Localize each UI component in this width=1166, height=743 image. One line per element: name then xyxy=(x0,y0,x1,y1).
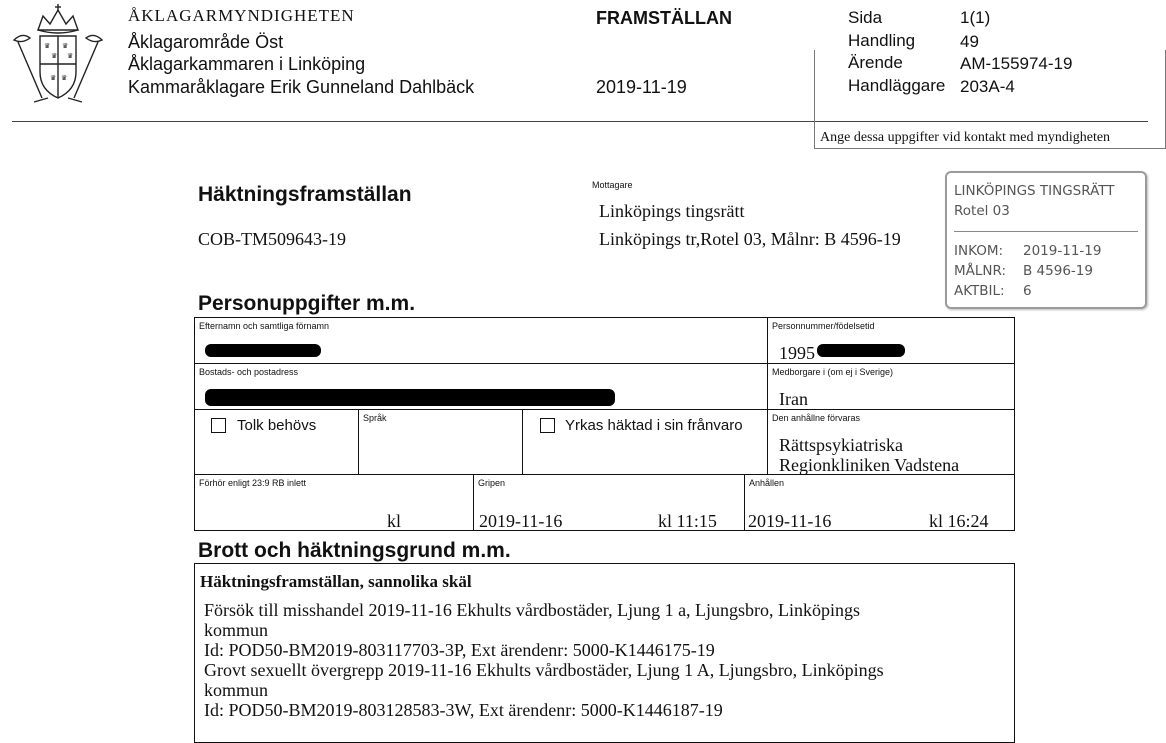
crime-line-3: Id: POD50-BM2019-803117703-3P, Ext ärendenr: 5000-K1446175-19 xyxy=(204,640,715,660)
court-stamp xyxy=(945,171,1147,309)
citizen-value: Iran xyxy=(779,389,808,409)
sprak-label: Språk xyxy=(363,413,387,423)
address-label: Bostads- och postadress xyxy=(199,367,299,377)
stamp-inkom-value: 2019-11-19 xyxy=(1023,243,1102,259)
gripen-label: Gripen xyxy=(478,478,506,488)
meta-value-handlaggare: 203A-4 xyxy=(960,77,1015,96)
absentia-cell xyxy=(522,409,768,475)
meta-value-handling: 49 xyxy=(960,32,979,51)
stamp-aktbil-value: 6 xyxy=(1023,283,1032,299)
crime-line-5: kommun xyxy=(204,680,269,700)
forhor-label: Förhör enligt 23:9 RB inlett xyxy=(199,478,307,488)
agency-name: ÅKLAGARMYNDIGHETEN xyxy=(128,6,355,25)
section-title-person: Personuppgifter m.m. xyxy=(198,292,416,315)
absentia-checkbox[interactable] xyxy=(540,418,555,433)
contact-note: Ange dessa uppgifter vid kontakt med myndigheten xyxy=(820,130,1111,145)
recipient-line2: Linköpings tr,Rotel 03, Målnr: B 4596-19 xyxy=(599,229,901,249)
pnr-value: 1995 xyxy=(779,343,815,363)
stamp-aktbil-label: AKTBIL: xyxy=(954,283,1005,299)
document-type: FRAMSTÄLLAN xyxy=(596,8,732,28)
svg-text:♛: ♛ xyxy=(51,52,58,60)
page-title: Häktningsframställan xyxy=(198,183,412,206)
meta-label-sida: Sida xyxy=(848,8,883,27)
meta-value-sida: 1(1) xyxy=(960,8,991,27)
forhor-cell xyxy=(194,474,474,531)
recipient-line1: Linköpings tingsrätt xyxy=(599,201,745,221)
meta-label-handlaggare: Handläggare xyxy=(848,76,946,95)
anhallen-label: Anhållen xyxy=(749,478,785,488)
crime-line-6: Id: POD50-BM2019-803128583-3W, Ext ärendenr: 5000-K1446187-19 xyxy=(204,700,723,720)
case-reference: COB-TM509643-19 xyxy=(198,229,346,249)
address-redaction xyxy=(205,389,615,406)
svg-text:♛: ♛ xyxy=(62,42,69,50)
coat-of-arms-icon xyxy=(8,2,108,110)
tolk-label: Tolk behövs xyxy=(237,417,317,434)
anhallen-time: kl 16:24 xyxy=(929,511,989,531)
meta-value-arende: AM-155974-19 xyxy=(960,54,1073,73)
anhallen-cell xyxy=(744,474,1015,531)
kept-label: Den anhållne förvaras xyxy=(772,413,861,423)
tolk-checkbox[interactable] xyxy=(211,418,226,433)
absentia-label: Yrkas häktad i sin frånvaro xyxy=(565,417,743,434)
prosecutor-name: Kammaråklagare Erik Gunneland Dahlbäck xyxy=(128,77,475,97)
document-date: 2019-11-19 xyxy=(596,77,687,97)
crimes-box-title: Häktningsframställan, sannolika skäl xyxy=(200,572,472,591)
name-label: Efternamn och samtliga förnamn xyxy=(199,321,330,331)
stamp-malnr-label: MÅLNR: xyxy=(954,263,1007,279)
gripen-time: kl 11:15 xyxy=(658,511,717,531)
forhor-kl: kl xyxy=(387,511,402,531)
contact-box xyxy=(814,50,1166,149)
pnr-redaction xyxy=(817,344,905,357)
gripen-date: 2019-11-16 xyxy=(479,511,563,531)
meta-label-handling: Handling xyxy=(848,31,916,50)
kept-cell xyxy=(767,409,1015,475)
tolk-cell xyxy=(194,409,359,475)
pnr-label: Personnummer/födelsetid xyxy=(772,321,875,331)
citizen-label: Medborgare i (om ej i Sverige) xyxy=(772,367,894,377)
crime-line-1: Försök till misshandel 2019-11-16 Ekhults vårdbostäder, Ljung 1 a, Ljungsbro, Linköpings xyxy=(204,600,861,620)
svg-text:♛: ♛ xyxy=(67,52,74,60)
anhallen-date: 2019-11-16 xyxy=(748,511,832,531)
crime-line-2: kommun xyxy=(204,620,269,640)
stamp-divider xyxy=(954,231,1138,232)
stamp-court: LINKÖPINGS TINGSRÄTT xyxy=(954,183,1115,199)
sprak-cell xyxy=(358,409,523,475)
svg-text:♛: ♛ xyxy=(50,74,57,82)
svg-text:♛: ♛ xyxy=(61,74,68,82)
gripen-cell xyxy=(473,474,745,531)
kept-line1: Rättspsykiatriska xyxy=(779,435,903,455)
svg-text:♛: ♛ xyxy=(44,42,51,50)
section-title-crimes: Brott och häktningsgrund m.m. xyxy=(198,539,511,562)
kept-line2: Regionkliniken Vadstena xyxy=(779,455,960,475)
name-redaction xyxy=(205,344,321,357)
prosecution-office: Åklagarkammaren i Linköping xyxy=(128,54,366,74)
prosecution-area: Åklagarområde Öst xyxy=(128,32,284,52)
pnr-cell xyxy=(767,317,1015,364)
stamp-rotel: Rotel 03 xyxy=(954,203,1010,219)
citizen-cell xyxy=(767,363,1015,410)
stamp-malnr-value: B 4596-19 xyxy=(1023,263,1093,279)
name-cell xyxy=(194,317,768,364)
crime-line-4: Grovt sexuellt övergrepp 2019-11-16 Ekhults vårdbostäder, Ljung 1 A, Ljungsbro, Linköpings xyxy=(204,660,884,680)
stamp-inkom-label: INKOM: xyxy=(954,243,1004,259)
crimes-box xyxy=(194,563,1015,743)
recipient-label: Mottagare xyxy=(592,180,633,190)
address-cell xyxy=(194,363,768,410)
meta-label-arende: Ärende xyxy=(848,53,903,72)
